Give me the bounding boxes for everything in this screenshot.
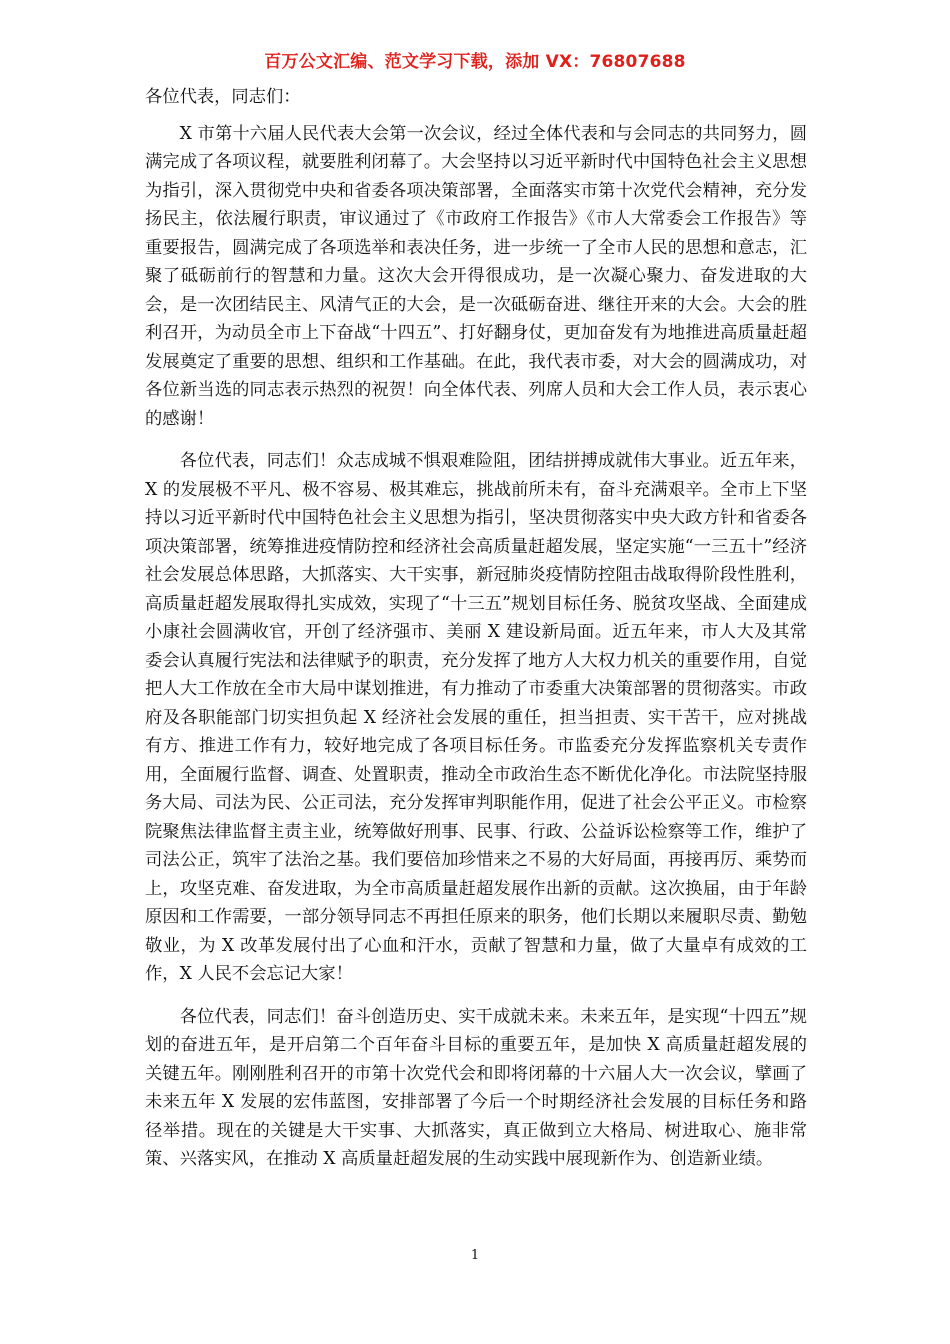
- page-number: 1: [470, 1248, 480, 1263]
- paragraph-2: 各位代表，同志们！众志成城不惧艰难险阻，团结拼搏成就伟大事业。近五年来，X 的发展极不平凡、极不容易、极其难忘，挑战前所未有，奋斗充满艰辛。全市上下坚持以习近平新时代中国特色社会主义思想为指引，坚决贯彻落实中央大政方针和省委各项决策部署，统筹推进疫情防控和经济社会高质量赶超发展，坚定实施“一三五十”经济社会发展总体思路，大抓落实、大干实事，新冠肺炎疫情防控阻击战取得阶段性胜利，高质量赶超发展取得扎实成效，实现了“十三五”规划目标任务、脱贫攻坚战、全面建成小康社会圆满收官，开创了经济强市、美丽 X 建设新局面。近五年来，市人大及其常委会认真履行宪法和法律赋予的职责，充分发挥了地方人大权力机关的重要作用，自觉把人大工作放在全市大局中谋划推进，有力推动了市委重大决策部署的贯彻落实。市政府及各职能部门切实担负起 X 经济社会发展的重任，担当担责、实干苦干，应对挑战有方、推进工作有力，较好地完成了各项目标任务。市监委充分发挥监察机关专责作用，全面履行监督、调查、处置职责，推动全市政治生态不断优化净化。市法院坚持服务大局、司法为民、公正司法，充分发挥审判职能作用，促进了社会公平正义。市检察院聚焦法律监督主责主业，统筹做好刑事、民事、行政、公益诉讼检察等工作，维护了司法公正，筑牢了法治之基。我们要倍加珍惜来之不易的大好局面，再接再厉、乘势而上，攻坚克难、奋发进取，为全市高质量赶超发展作出新的贡献。这次换届，由于年龄原因和工作需要，一部分领导同志不再担任原来的职务，他们长期以来履职尽责、勤勉敬业，为 X 改革发展付出了心血和汗水，贡献了智慧和力量，做了大量卓有成效的工作，X 人民不会忘记大家！: [145, 451, 807, 984]
- paragraph-3: 各位代表，同志们！奋斗创造历史、实干成就未来。未来五年，是实现“十四五”规划的奋进五年，是开启第二个百年奋斗目标的重要五年，是加快 X 高质量赶超发展的关键五年。刚刚胜利召开的市第十次党代会和即将闭幕的十六届人大一次会议，擘画了未来五年 X 发展的宏伟蓝图，安排部署了今后一个时期经济社会发展的目标任务和路径举措。现在的关键是大干实事、大抓落实，真正做到立大格局、树进取心、施非常策、兴落实风，在推动 X 高质量赶超发展的生动实践中展现新作为、创造新业绩。: [145, 1006, 807, 1169]
- salutation: 各位代表，同志们：: [145, 87, 301, 107]
- document-body: [145, 83, 807, 1188]
- paragraph-1: X 市第十六届人民代表大会第一次会议，经过全体代表和与会同志的共同努力，圆满完成了各项议程，就要胜利闭幕了。大会坚持以习近平新时代中国特色社会主义思想为指引，深入贯彻党中央和省委各项决策部署，全面落实市第十次党代会精神，充分发扬民主，依法履行职责，审议通过了《市政府工作报告》《市人大常委会工作报告》等重要报告，圆满完成了各项选举和表决任务，进一步统一了全市人民的思想和意志，汇聚了砥砺前行的智慧和力量。这次大会开得很成功，是一次凝心聚力、奋发进取的大会，是一次团结民主、风清气正的大会，是一次砥砺奋进、继往开来的大会。大会的胜利召开，为动员全市上下奋战“十四五”、打好翻身仗，更加奋发有为地推进高质量赶超发展奠定了重要的思想、组织和工作基础。在此，我代表市委，对大会的圆满成功，对各位新当选的同志表示热烈的祝贺！向全体代表、列席人员和大会工作人员，表示衷心的感谢！: [145, 123, 807, 429]
- header-banner: 百万公文汇编、范文学习下载，添加 VX：76807688: [264, 52, 686, 72]
